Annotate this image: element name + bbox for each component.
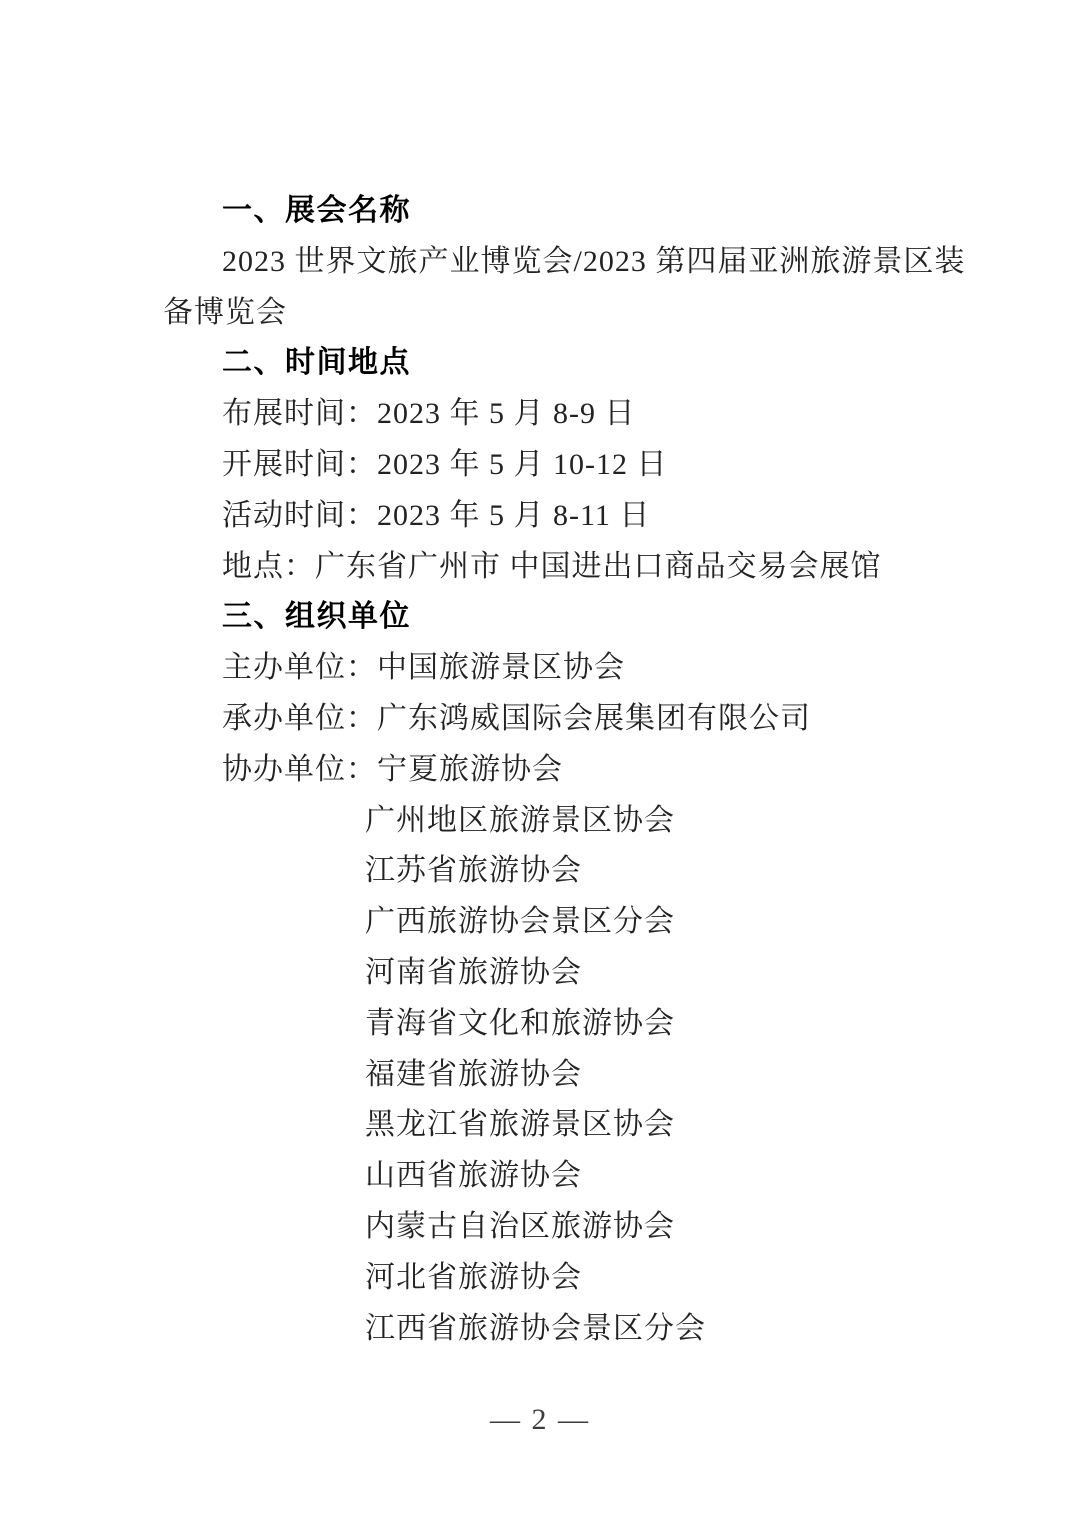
undertaker-organizer-name: 广东鸿威国际会展集团有限公司 — [377, 701, 811, 735]
co-organizer-item: 山西省旅游协会 — [365, 1159, 582, 1193]
co-organizer-item: 黑龙江省旅游景区协会 — [365, 1108, 675, 1142]
co-organizer-item: 广西旅游协会景区分会 — [365, 905, 675, 939]
section-heading-time-location: 二、时间地点 — [222, 346, 411, 380]
undertaker-organizer-label: 承办单位： — [222, 701, 377, 735]
document-body — [163, 186, 966, 1354]
host-organizer-line — [163, 643, 963, 694]
section-heading-exhibition-name: 一、展会名称 — [222, 194, 411, 227]
co-organizer-item: 广州地区旅游景区协会 — [365, 803, 675, 837]
page-number: — 2 — — [490, 1403, 590, 1436]
activity-time-line: 活动时间：2023 年 5 月 8-11 日 — [222, 498, 651, 532]
co-organizer-item: 河北省旅游协会 — [365, 1260, 582, 1294]
venue-line: 地点：广东省广州市 中国进出口商品交易会展馆 — [222, 549, 882, 583]
co-organizer-item: 江苏省旅游协会 — [365, 854, 582, 888]
exhibition-name-line-2: 备博览会 — [163, 295, 287, 329]
undertaker-organizer-line — [163, 694, 963, 745]
host-organizer-name: 中国旅游景区协会 — [377, 651, 625, 685]
co-organizer-first-name: 宁夏旅游协会 — [377, 752, 563, 786]
co-organizer-label: 协办单位： — [222, 752, 377, 786]
co-organizer-item: 河南省旅游协会 — [365, 955, 582, 989]
opening-time-line: 开展时间：2023 年 5 月 10-12 日 — [222, 447, 668, 481]
co-organizer-item: 江西省旅游协会景区分会 — [365, 1311, 706, 1345]
co-organizer-item: 内蒙古自治区旅游协会 — [365, 1209, 675, 1243]
setup-time-line: 布展时间：2023 年 5 月 8-9 日 — [222, 397, 636, 431]
exhibition-name-line-1: 2023 世界文旅产业博览会/2023 第四届亚洲旅游景区装 — [222, 244, 966, 278]
co-organizer-item: 福建省旅游协会 — [365, 1057, 582, 1091]
co-organizer-item: 青海省文化和旅游协会 — [365, 1006, 675, 1040]
section-heading-organizers: 三、组织单位 — [222, 600, 411, 634]
co-organizer-line — [163, 745, 963, 796]
host-organizer-label: 主办单位： — [222, 651, 377, 685]
